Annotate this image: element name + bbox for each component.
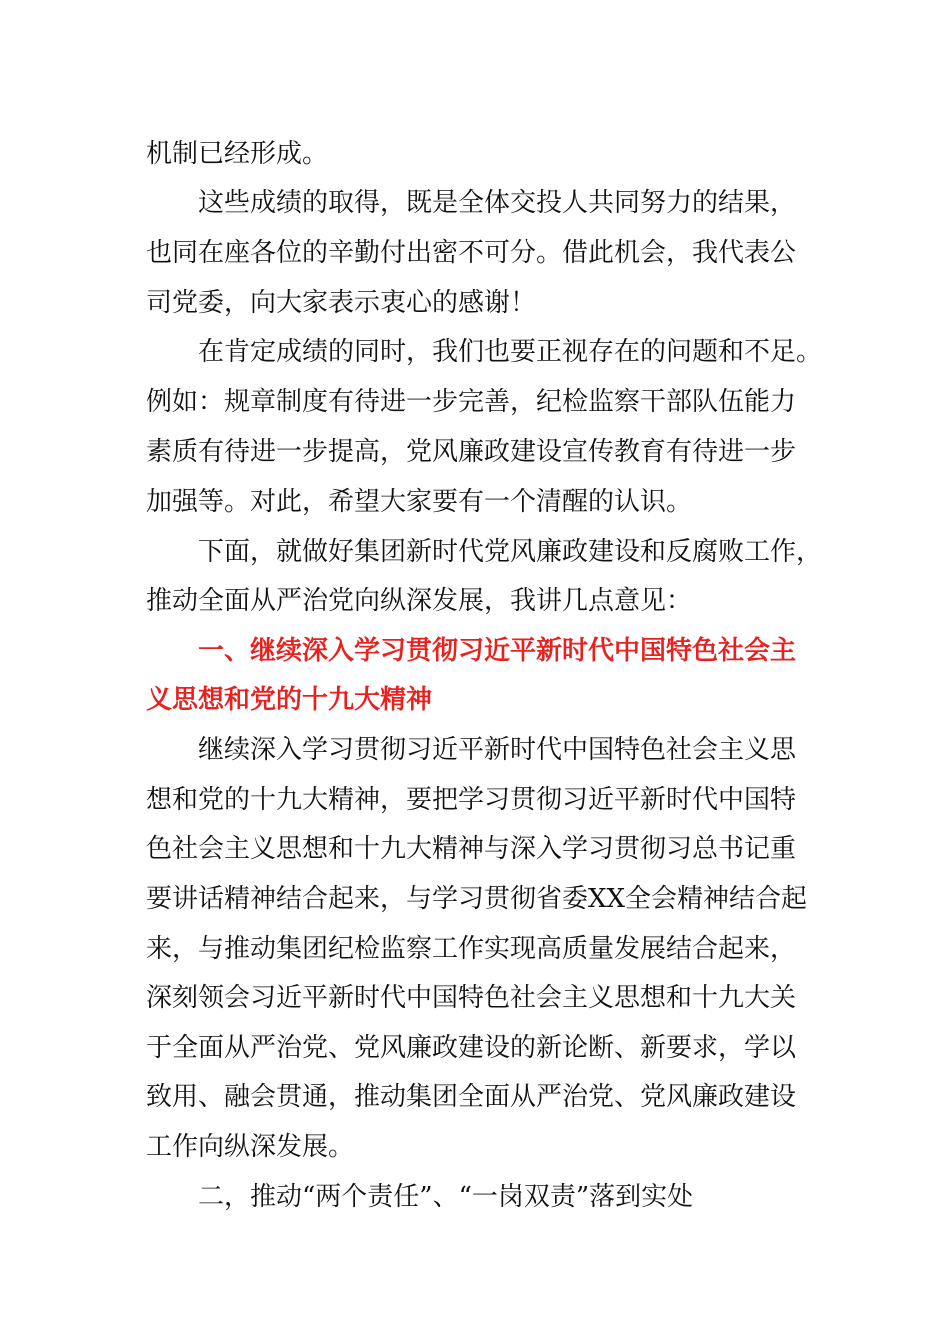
paragraph-line: 于全面从严治党、党风廉政建设的新论断、新要求，学以 [146, 1033, 797, 1063]
subsection-heading-line: 二，推动“两个责任”、“一岗双责”落到实处 [198, 1182, 694, 1212]
paragraph-line: 下面，就做好集团新时代党风廉政建设和反腐败工作， [198, 537, 823, 567]
paragraph-line: 例如：规章制度有待进一步完善，纪检监察干部队伍能力 [146, 387, 797, 417]
paragraph-line: 也同在座各位的辛勤付出密不可分。借此机会，我代表公 [146, 238, 797, 268]
paragraph-line: 这些成绩的取得，既是全体交投人共同努力的结果， [198, 188, 797, 218]
paragraph-line: 加强等。对此，希望大家要有一个清醒的认识。 [146, 487, 693, 517]
paragraph-line: 司党委，向大家表示衷心的感谢！ [146, 288, 537, 318]
paragraph-line: 致用、融会贯通，推动集团全面从严治党、党风廉政建设 [146, 1082, 797, 1112]
paragraph-line: 机制已经形成。 [146, 139, 329, 169]
section-heading-line: 义思想和党的十九大精神 [146, 685, 433, 715]
paragraph-line: 推动全面从严治党向纵深发展，我讲几点意见： [146, 586, 693, 616]
paragraph-line: 素质有待进一步提高，党风廉政建设宣传教育有待进一步 [146, 437, 797, 467]
paragraph-line: 继续深入学习贯彻习近平新时代中国特色社会主义思 [198, 735, 797, 765]
paragraph-line: 在肯定成绩的同时，我们也要正视存在的问题和不足。 [198, 337, 823, 367]
paragraph-line: 色社会主义思想和十九大精神与深入学习贯彻习总书记重 [146, 834, 797, 864]
paragraph-line: 来，与推动集团纪检监察工作实现高质量发展结合起来， [146, 934, 797, 964]
paragraph-line: 深刻领会习近平新时代中国特色社会主义思想和十九大关 [146, 983, 797, 1013]
paragraph-line: 想和党的十九大精神，要把学习贯彻习近平新时代中国特 [146, 785, 797, 815]
section-heading-line: 一、继续深入学习贯彻习近平新时代中国特色社会主 [198, 636, 797, 666]
paragraph-line: 工作向纵深发展。 [146, 1132, 355, 1162]
paragraph-line: 要讲话精神结合起来，与学习贯彻省委XX全会精神结合起 [146, 884, 808, 914]
